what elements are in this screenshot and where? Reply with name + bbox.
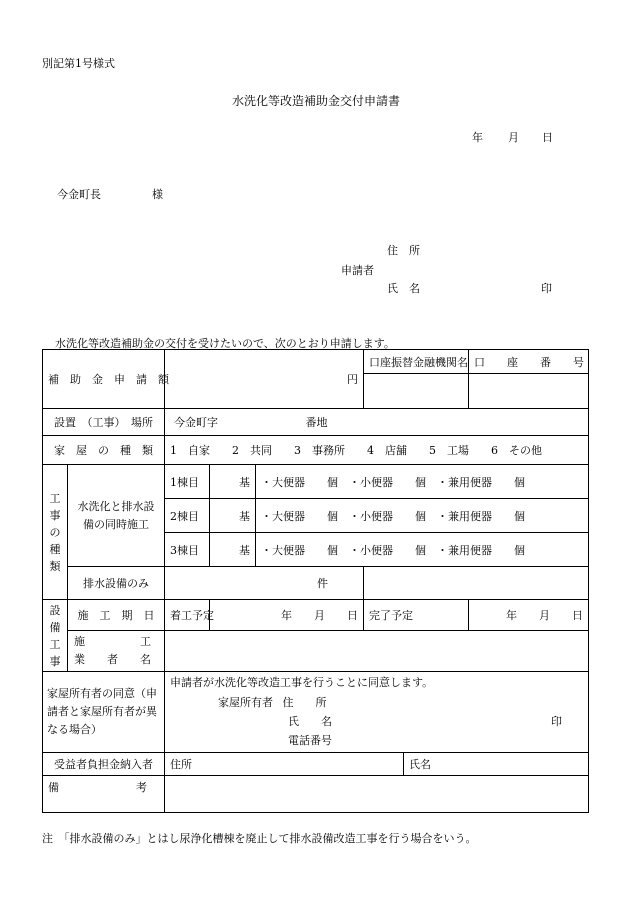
form-code: 別記第1号様式	[42, 57, 115, 70]
account-field[interactable]	[469, 374, 589, 409]
building-3-unit[interactable]: 基	[210, 533, 256, 567]
date-day: 日	[542, 131, 553, 144]
contractor-field[interactable]	[165, 631, 589, 672]
document-title: 水洗化等改造補助金交付申請書	[232, 94, 401, 108]
intro-text: 水洗化等改造補助金の交付を受けたいので、次のとおり申請します。	[55, 337, 395, 350]
building-3-items[interactable]: ・大便器 個 ・小便器 個 ・兼用便器 個	[256, 533, 589, 567]
end-date[interactable]: 年 月 日	[469, 600, 589, 631]
date-year: 年	[472, 131, 483, 144]
owner-label: 家屋所有者	[218, 696, 273, 709]
simultaneous-label: 水洗化と排水設 備の同時施工	[68, 465, 165, 567]
consent-field[interactable]	[165, 672, 589, 753]
remarks-field[interactable]	[165, 776, 589, 813]
owner-seal: 印	[551, 715, 563, 728]
applicant-address-label: 住 所	[387, 244, 420, 257]
end-label: 完了予定	[364, 600, 469, 631]
building-1-unit[interactable]: 基	[210, 465, 256, 499]
location-town: 今金町字	[174, 416, 218, 429]
footnote: 注 「排水設備のみ」とはし尿浄化槽棟を廃止して排水設備改造工事を行う場合をいう。	[42, 832, 477, 845]
drain-only-blank	[364, 567, 589, 600]
period-label: 施 工 期 日	[68, 600, 165, 631]
owner-name-label: 氏 名	[288, 715, 332, 728]
building-2-items[interactable]: ・大便器 個 ・小便器 個 ・兼用便器 個	[256, 499, 589, 533]
payer-label: 受益者負担金納入者	[43, 753, 165, 776]
owner-phone-label: 電話番号	[288, 734, 332, 747]
remarks-label: 備 考	[43, 776, 165, 813]
date-month: 月	[508, 131, 519, 144]
facility-work-label: 設 備 工 事	[43, 600, 68, 672]
applicant-name-label: 氏 名	[387, 282, 420, 295]
drain-only-unit[interactable]: 件	[165, 567, 364, 600]
addressee-honorific: 様	[152, 188, 163, 201]
work-type-label: 工 事 の 種 類	[43, 465, 68, 600]
location-field[interactable]	[165, 409, 589, 436]
building-1-items[interactable]: ・大便器 個 ・小便器 個 ・兼用便器 個	[256, 465, 589, 499]
amount-label: 補 助 金 申 請 額	[43, 350, 165, 409]
bank-field[interactable]	[364, 374, 469, 409]
applicant-role-label: 申請者	[341, 264, 374, 277]
start-label: 着工予定	[165, 600, 210, 631]
application-table	[42, 349, 589, 813]
building-3-label: 3棟目	[165, 533, 210, 567]
bank-label: 口座振替金融機関名	[364, 350, 469, 374]
owner-address-label: 住 所	[282, 696, 327, 709]
house-type-label: 家 屋 の 種 類	[43, 436, 165, 465]
addressee-name: 今金町長	[57, 188, 101, 201]
building-1-label: 1棟目	[165, 465, 210, 499]
house-type-options[interactable]: 1 自家 2 共同 3 事務所 4 店舗 5 工場 6 その他	[165, 436, 589, 465]
account-label: 口 座 番 号	[469, 350, 589, 374]
amount-unit: 円	[165, 350, 364, 409]
payer-address[interactable]: 住所	[165, 753, 404, 776]
building-2-label: 2棟目	[165, 499, 210, 533]
consent-text: 申請者が水洗化等改造工事を行うことに同意します。	[170, 676, 434, 689]
location-suffix: 番地	[305, 416, 328, 429]
applicant-seal: 印	[541, 282, 552, 295]
payer-name[interactable]: 氏名	[404, 753, 589, 776]
drain-only-label: 排水設備のみ	[68, 567, 165, 600]
contractor-label: 施 工 業 者 名	[68, 631, 165, 672]
consent-label: 家屋所有者の同意（申請者と家屋所有者が異なる場合）	[43, 672, 165, 753]
building-2-unit[interactable]: 基	[210, 499, 256, 533]
start-date[interactable]: 年 月 日	[210, 600, 364, 631]
location-label: 設置 （工事） 場所	[43, 409, 165, 436]
